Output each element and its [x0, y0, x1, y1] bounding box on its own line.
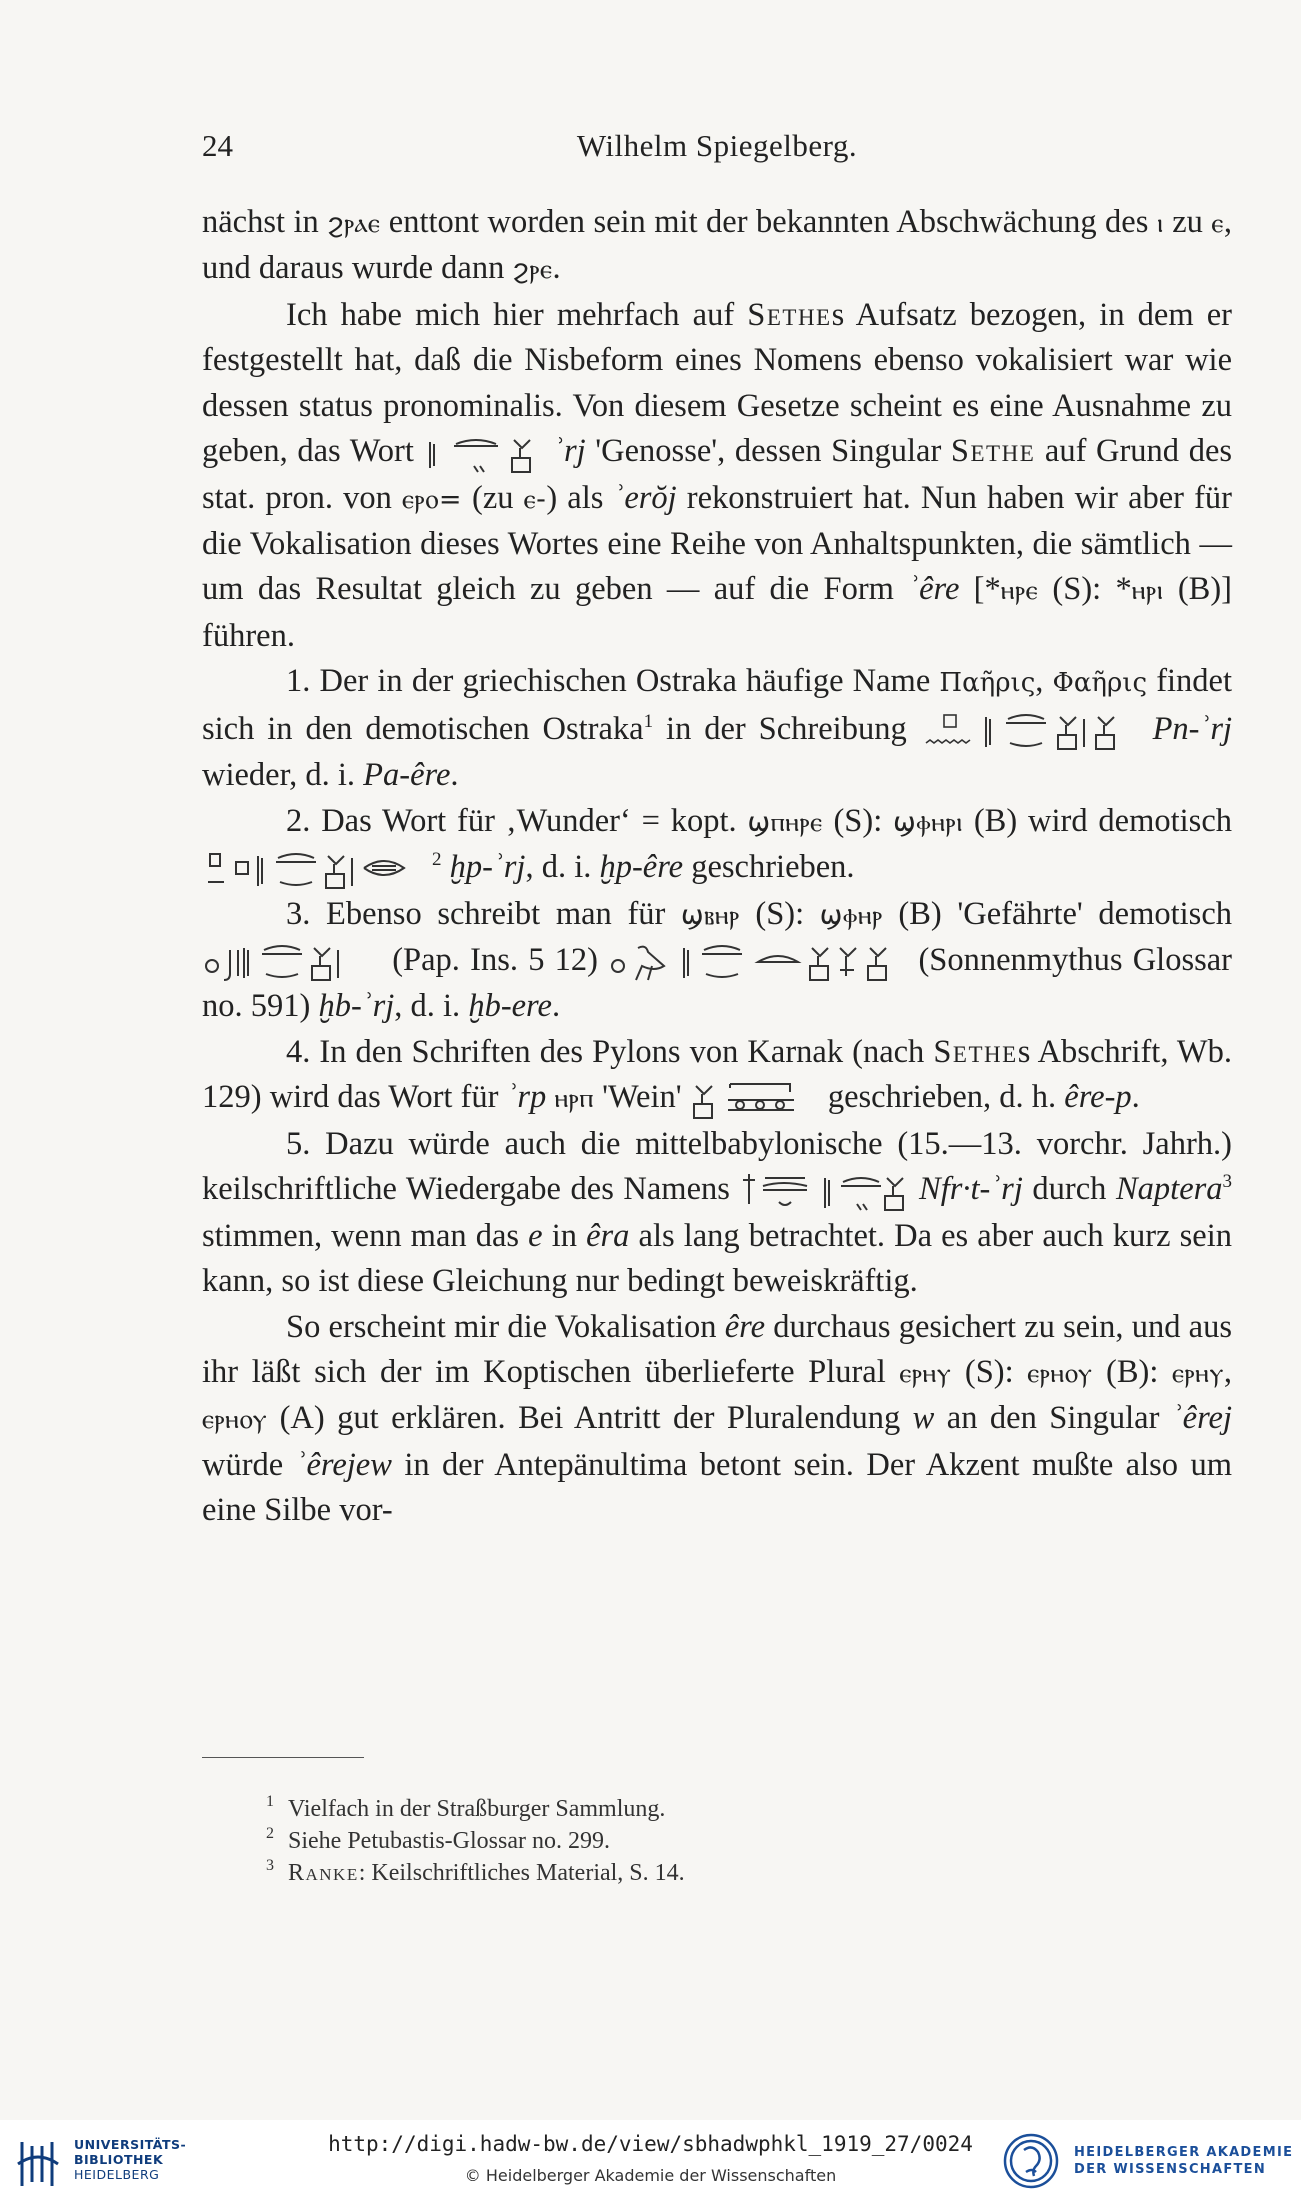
page-url-link[interactable]: http://digi.hadw-bw.de/view/sbhadwphkl_1919_27/0024: [328, 2132, 973, 2156]
footnote-2: 2 Siehe Petubastis-Glossar no. 299.: [266, 1825, 610, 1854]
paragraph-7: 5. Dazu würde auch die mittelbabylonische (15.—13. vorchr. Jahrh.) keilschriftliche Wiedergabe des Namens Nfr·t-ʾrj durch Naptera$^3$ stimmen, wenn man das e in êra als lang betrachtet. Da es aber auch kurz sein kann, so ist diese Gleichung nur bedingt beweiskräftig.: [202, 1125, 1233, 1300]
running-title: Wilhelm Spiegelberg.: [576, 128, 858, 163]
paragraph-4: 2. Das Wort für ‚Wunder‘ = kopt. ϣⲡⲏⲣⲉ (S): ϣⲫⲏⲣⲓ (B) wird demotisch $^2$ ḫp-ʾrj, d. i. ḫp-êre geschrieben.: [202, 799, 1232, 892]
hieroglyph-group-icon: [980, 709, 1140, 753]
paragraph-8: So erscheint mir die Vokalisation êre durchaus gesichert zu sein, und aus ihr läßt sich der im Koptischen überlieferte Plural ⲉⲣⲏⲩ (S): ⲉⲣⲏⲟⲩ (B): ⲉⲣⲏⲩ, ⲉⲣⲏⲟⲩ (A) gut erklären. Bei Antritt der Pluralendung w an den Singular ʾêrej würde ʾêrejew in der Antepänultima betont sein. Der Akzent mußte also um eine Silbe vor-: [202, 1308, 1233, 1529]
footnote-3: 3 Ranke: Keilschriftliches Material, S. 14.: [266, 1857, 685, 1886]
hieroglyph-group-icon: [690, 1078, 820, 1122]
paragraph-5: 3. Ebenso schreibt man für ϣⲃⲏⲣ (S): ϣⲫⲏⲣ (B) 'Gefährte' demotisch (Pap. Ins. 5 12) (Sonnenmythus Glossar no. 591) ḫb-ʾrj, d. i. ḫb-ere.: [202, 895, 1233, 1025]
hieroglyph-group-icon: [739, 1170, 909, 1214]
footnote-divider: [202, 1757, 364, 1758]
footnotes: [266, 1793, 1188, 1889]
viewer-footer: [0, 2120, 1301, 2200]
hieroglyph-group-icon: [202, 940, 382, 984]
running-header: [202, 128, 1232, 168]
paragraph-1: nächst in ϩⲣⲁⲉ enttont worden sein mit der bekannten Abschwächung des ⲓ zu ⲉ, und daraus wurde dann ϩⲣⲉ.: [202, 204, 1232, 287]
hieroglyph-group-icon: [424, 432, 544, 476]
main-text: [202, 200, 1232, 1534]
page-number: 24: [202, 128, 233, 163]
hieroglyph-group-icon: [202, 848, 432, 892]
academy-name: HEIDELBERGER AKADEMIE DER WISSENSCHAFTEN: [1074, 2145, 1294, 2177]
copyright-notice: © Heidelberger Akademie der Wissenschaften: [464, 2166, 837, 2185]
university-library-name: UNIVERSITÄTS- BIBLIOTHEK HEIDELBERG: [74, 2137, 187, 2182]
paragraph-2: Ich habe mich hier mehrfach auf Sethes Aufsatz bezogen, in dem er festgestellt hat, daß die Nisbeform eines Nomens ebenso vokalisiert war wie dessen status pronominalis. Von diesem Gesetze scheint es eine Ausnahme zu geben, das Wort ʾrj 'Genosse', dessen Singular Sethe auf Grund des stat. pron. von ⲉⲣⲟ= (zu ⲉ-) als ʾerŏj rekonstruiert hat. Nun haben wir aber für die Vokalisation dieses Wortes eine Reihe von Anhaltspunkten, die sämtlich — um das Resultat gleich zu geben — auf die Form ʾêre [*ⲏⲣⲉ (S): *ⲏⲣⲓ (B)] führen.: [202, 296, 1233, 654]
hieroglyph-group-icon: [608, 940, 908, 984]
footnote-1: 1 Vielfach in der Straßburger Sammlung.: [266, 1793, 666, 1822]
paragraph-3: 1. Der in der griechischen Ostraka häufige Name Παῆρις, Φαῆρις findet sich in den demotischen Ostraka$^1$ in der Schreibung Pn-ʾrj wieder, d. i. Pa-êre.: [202, 663, 1233, 794]
academy-seal-icon[interactable]: [1002, 2132, 1060, 2190]
hieroglyph-water-icon: [920, 709, 980, 753]
paragraph-6: 4. In den Schriften des Pylons von Karnak (nach Sethes Abschrift, Wb. 129) wird das Wort für ʾrp ⲏⲣⲡ 'Wein' geschrieben, d. h. êre-p.: [202, 1030, 1232, 1122]
